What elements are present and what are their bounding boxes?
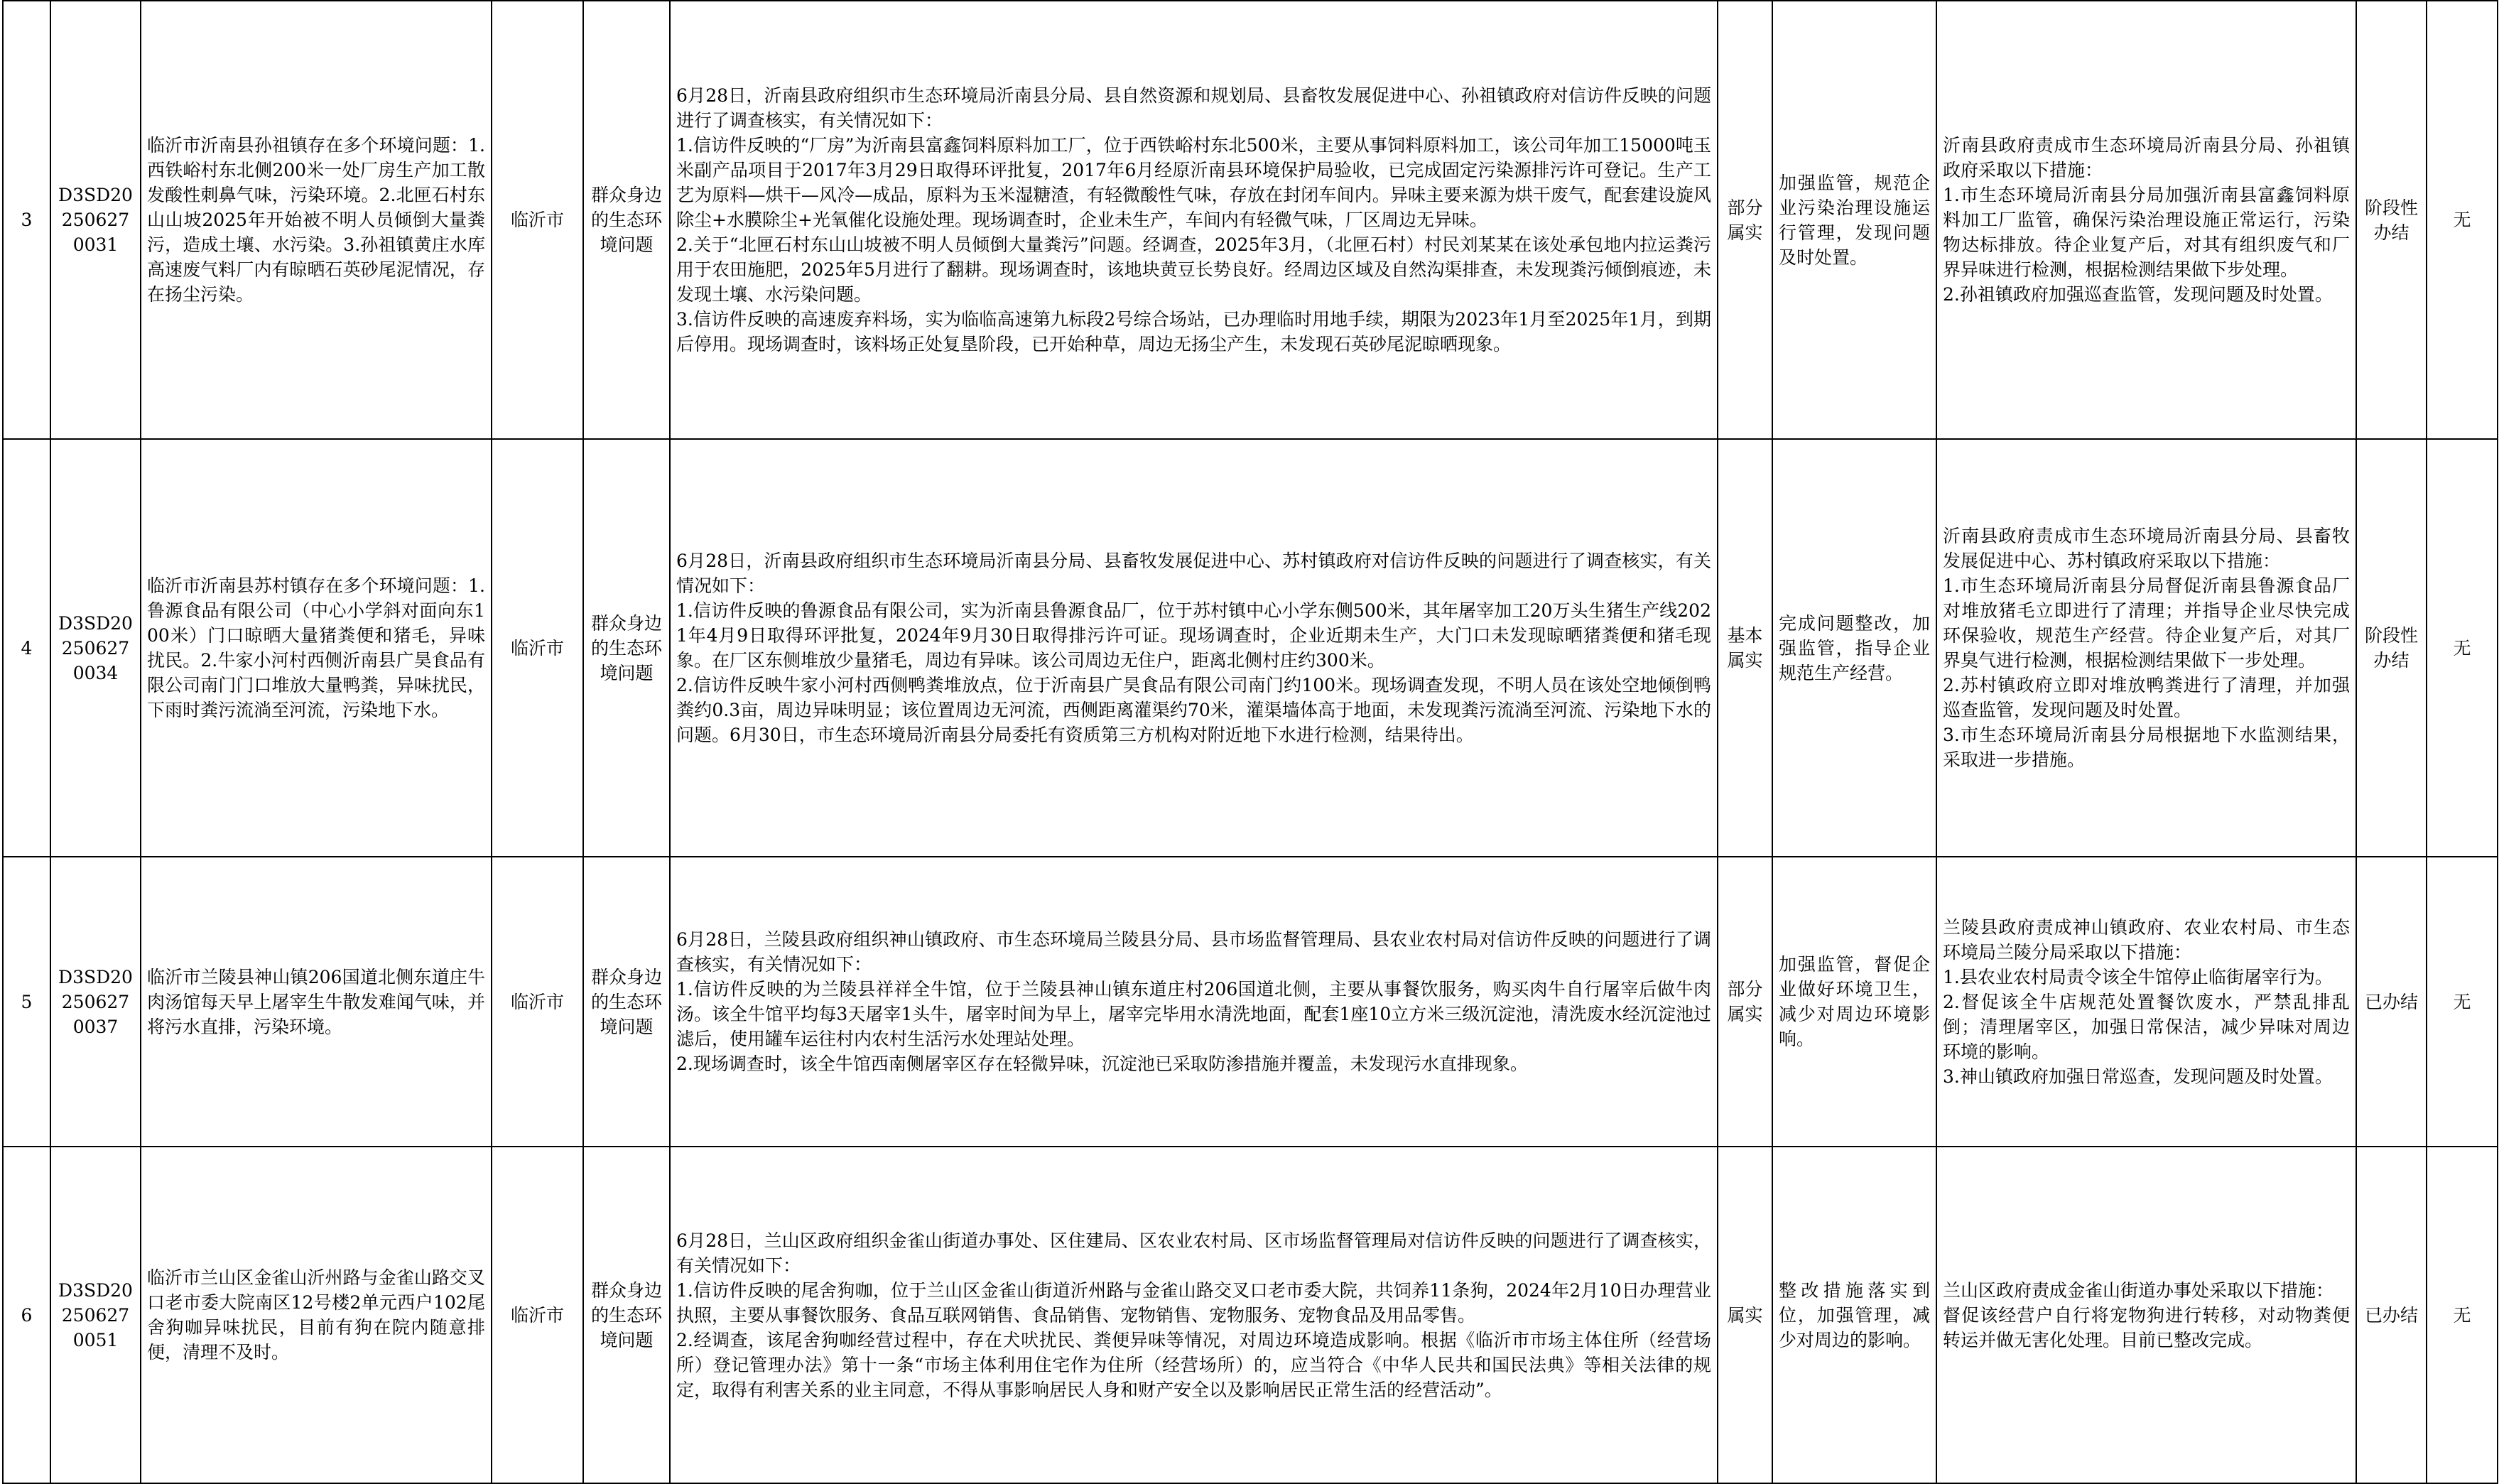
category-cell: 群众身边的生态环境问题 — [583, 1, 670, 439]
complaint-text: 临沂市兰山区金雀山沂州路与金雀山路交叉口老市委大院南区12号楼2单元西户102尾舍狗咖异味扰民，目前有狗在院内随意排便，清理不及时。 — [147, 1267, 485, 1363]
investigation-cell — [670, 1147, 1718, 1483]
investigation-text: 6月28日，沂南县政府组织市生态环境局沂南县分局、县自然资源和规划局、县畜牧发展促进中心、孙祖镇政府对信访件反映的问题进行了调查核实，有关情况如下： 1.信访件反映的“厂房”为沂南县富鑫饲料原料加工厂，位于西铁峪村东北500米，主要从事饲料原料加工，该公司年加工15000吨玉米副产品项目于2017年3月29日取得环评批复，2017年6月经原沂南县环境保护局验收，已完成固定污染源排污许可登记。生产工艺为原料—烘干—风冷—成品，原料为玉米湿糖渣，有轻微酸性气味，存放在封闭车间内。异味主要来源为烘干废气，配套建设旋风除尘+水膜除尘+光氧催化设施处理。现场调查时，企业未生产，车间内有轻微气味，厂区周边无异味。 2.关于“北匣石村东山山坡被不明人员倾倒大量粪污”问题。经调查，2025年3月，（北匣石村）村民刘某某在该处承包地内拉运粪污用于农田施肥，2025年5月进行了翻耕。现场调查时，该地块黄豆长势良好。经周边区域及自然沟渠排查，未发现粪污倾倒痕迹，未发现土壤、水污染问题。 3.信访件反映的高速废弃料场，实为临临高速第九标段2号综合场站，已办理临时用地手续，期限为2023年1月至2025年1月，到期后停用。现场调查时，该料场正处复垦阶段，已开始种草，周边无扬尘产生，未发现石英砂尾泥晾晒现象。 — [676, 85, 1711, 354]
accountability-cell: 无 — [2427, 857, 2498, 1147]
case-code-cell: D3SD202506270031 — [50, 1, 141, 439]
case-code-cell: D3SD202506270051 — [50, 1147, 141, 1483]
complaint-cell — [141, 439, 492, 857]
city-cell: 临沂市 — [492, 439, 583, 857]
accountability-cell: 无 — [2427, 1147, 2498, 1483]
complaint-table — [2, 0, 2498, 1484]
result-text: 加强监管，规范企业污染治理设施运行管理，发现问题及时处置。 — [1779, 172, 1930, 268]
case-code-cell: D3SD202506270034 — [50, 439, 141, 857]
complaint-cell — [141, 1, 492, 439]
measures-text: 沂南县政府责成市生态环境局沂南县分局、孙祖镇政府采取以下措施： 1.市生态环境局沂南县分局加强沂南县富鑫饲料原料加工厂监管，确保污染治理设施正常运行，污染物达标排放。待企业复产后，对其有组织废气和厂界异味进行检测，根据检测结果做下步处理。 2.孙祖镇政府加强巡查监管，发现问题及时处置。 — [1943, 135, 2350, 305]
case-code-cell: D3SD202506270037 — [50, 857, 141, 1147]
city-cell: 临沂市 — [492, 1, 583, 439]
seq-cell: 3 — [3, 1, 50, 439]
measures-cell — [1936, 857, 2356, 1147]
investigation-cell — [670, 1, 1718, 439]
investigation-cell — [670, 439, 1718, 857]
accountability-cell: 无 — [2427, 439, 2498, 857]
investigation-cell — [670, 857, 1718, 1147]
verdict-cell: 基本属实 — [1718, 439, 1772, 857]
city-cell: 临沂市 — [492, 857, 583, 1147]
measures-cell — [1936, 1147, 2356, 1483]
status-cell: 阶段性办结 — [2356, 1, 2427, 439]
table-row — [3, 857, 2498, 1147]
seq-cell: 6 — [3, 1147, 50, 1483]
measures-cell — [1936, 1, 2356, 439]
measures-text: 沂南县政府责成市生态环境局沂南县分局、县畜牧发展促进中心、苏村镇政府采取以下措施： 1.市生态环境局沂南县分局督促沂南县鲁源食品厂对堆放猪毛立即进行了清理；并指导企业尽快完成环保验收，规范生产经营。待企业复产后，对其厂界臭气进行检测，根据检测结果做下一步处理。 2.苏村镇政府立即对堆放鸭粪进行了清理，并加强巡查监管，发现问题及时处置。 3.市生态环境局沂南县分局根据地下水监测结果，采取进一步措施。 — [1943, 526, 2350, 770]
result-text: 完成问题整改，加强监管，指导企业规范生产经营。 — [1779, 612, 1930, 683]
complaint-cell — [141, 1147, 492, 1483]
status-cell: 已办结 — [2356, 857, 2427, 1147]
category-cell: 群众身边的生态环境问题 — [583, 439, 670, 857]
accountability-cell: 无 — [2427, 1, 2498, 439]
city-cell: 临沂市 — [492, 1147, 583, 1483]
result-cell — [1772, 1147, 1936, 1483]
measures-text: 兰山区政府责成金雀山街道办事处采取以下措施： 督促该经营户自行将宠物狗进行转移，对动物粪便转运并做无害化处理。目前已整改完成。 — [1943, 1279, 2350, 1350]
result-text: 加强监管，督促企业做好环境卫生，减少对周边环境影响。 — [1779, 954, 1930, 1049]
seq-cell: 4 — [3, 439, 50, 857]
complaint-text: 临沂市沂南县孙祖镇存在多个环境问题：1.西铁峪村东北侧200米一处厂房生产加工散发酸性刺鼻气味，污染环境。2.北匣石村东山山坡2025年开始被不明人员倾倒大量粪污，造成土壤、水污染。3.孙祖镇黄庄水库高速废气料厂内有晾晒石英砂尾泥情况，存在扬尘污染。 — [147, 135, 485, 305]
category-cell: 群众身边的生态环境问题 — [583, 857, 670, 1147]
measures-cell — [1936, 439, 2356, 857]
result-text: 整改措施落实到位，加强管理，减少对周边的影响。 — [1779, 1279, 1930, 1350]
complaint-cell — [141, 857, 492, 1147]
status-cell: 阶段性办结 — [2356, 439, 2427, 857]
table-row — [3, 1147, 2498, 1483]
status-cell: 已办结 — [2356, 1147, 2427, 1483]
investigation-text: 6月28日，沂南县政府组织市生态环境局沂南县分局、县畜牧发展促进中心、苏村镇政府对信访件反映的问题进行了调查核实，有关情况如下： 1.信访件反映的鲁源食品有限公司，实为沂南县鲁源食品厂，位于苏村镇中心小学东侧500米，其年屠宰加工20万头生猪生产线2021年4月9日取得环评批复，2024年9月30日取得排污许可证。现场调查时，企业近期未生产，大门口未发现晾晒猪粪便和猪毛现象。在厂区东侧堆放少量猪毛，周边有异味。该公司周边无住户，距离北侧村庄约300米。 2.信访件反映牛家小河村西侧鸭粪堆放点，位于沂南县广昊食品有限公司南门约100米。现场调查发现，不明人员在该处空地倾倒鸭粪约0.3亩，周边异味明显；该位置周边无河流，西侧距离灌渠约70米，灌渠墙体高于地面，未发现粪污流淌至河流、污染地下水的问题。6月30日，市生态环境局沂南县分局委托有资质第三方机构对附近地下水进行检测，结果待出。 — [676, 551, 1711, 745]
investigation-text: 6月28日，兰山区政府组织金雀山街道办事处、区住建局、区农业农村局、区市场监督管理局对信访件反映的问题进行了调查核实，有关情况如下： 1.信访件反映的尾舍狗咖，位于兰山区金雀山街道沂州路与金雀山路交叉口老市委大院，共饲养11条狗，2024年2月10日办理营业执照，主要从事餐饮服务、食品互联网销售、食品销售、宠物销售、宠物服务、宠物食品及用品零售。 2.经调查，该尾舍狗咖经营过程中，存在犬吠扰民、粪便异味等情况，对周边环境造成影响。根据《临沂市市场主体住所（经营场所）登记管理办法》第十一条“市场主体利用住宅作为住所（经营场所）的，应当符合《中华人民共和国民法典》等相关法律的规定，取得有利害关系的业主同意，不得从事影响居民人身和财产安全以及影响居民正常生活的经营活动”。 — [676, 1230, 1711, 1400]
measures-text: 兰陵县政府责成神山镇政府、农业农村局、市生态环境局兰陵分局采取以下措施： 1.县农业农村局责令该全牛馆停止临街屠宰行为。 2.督促该全牛店规范处置餐饮废水，严禁乱排乱倒；清理屠宰区，加强日常保洁，减少异味对周边环境的影响。 3.神山镇政府加强日常巡查，发现问题及时处置。 — [1943, 916, 2350, 1087]
result-cell — [1772, 1, 1936, 439]
investigation-text: 6月28日，兰陵县政府组织神山镇政府、市生态环境局兰陵县分局、县市场监督管理局、县农业农村局对信访件反映的问题进行了调查核实，有关情况如下： 1.信访件反映的为兰陵县祥祥全牛馆，位于兰陵县神山镇东道庄村206国道北侧，主要从事餐饮服务，购买肉牛自行屠宰后做牛肉汤。该全牛馆平均每3天屠宰1头牛，屠宰时间为早上，屠宰完毕用水清洗地面，配套1座10立方米三级沉淀池，清洗废水经沉淀池过滤后，使用罐车运往村内农村生活污水处理站处理。 2.现场调查时，该全牛馆西南侧屠宰区存在轻微异味，沉淀池已采取防渗措施并覆盖，未发现污水直排现象。 — [676, 929, 1711, 1074]
result-cell — [1772, 857, 1936, 1147]
complaint-text: 临沂市沂南县苏村镇存在多个环境问题：1.鲁源食品有限公司（中心小学斜对面向东100米）门口晾晒大量猪粪便和猪毛，异味扰民。2.牛家小河村西侧沂南县广昊食品有限公司南门门口堆放大量鸭粪，异味扰民，下雨时粪污流淌至河流，污染地下水。 — [147, 575, 485, 720]
complaint-text: 临沂市兰陵县神山镇206国道北侧东道庄牛肉汤馆每天早上屠宰生牛散发难闻气味，并将污水直排，污染环境。 — [147, 966, 485, 1037]
verdict-cell: 部分属实 — [1718, 1, 1772, 439]
table-row — [3, 439, 2498, 857]
verdict-cell: 部分属实 — [1718, 857, 1772, 1147]
category-cell: 群众身边的生态环境问题 — [583, 1147, 670, 1483]
result-cell — [1772, 439, 1936, 857]
verdict-cell: 属实 — [1718, 1147, 1772, 1483]
seq-cell: 5 — [3, 857, 50, 1147]
table-row — [3, 1, 2498, 439]
